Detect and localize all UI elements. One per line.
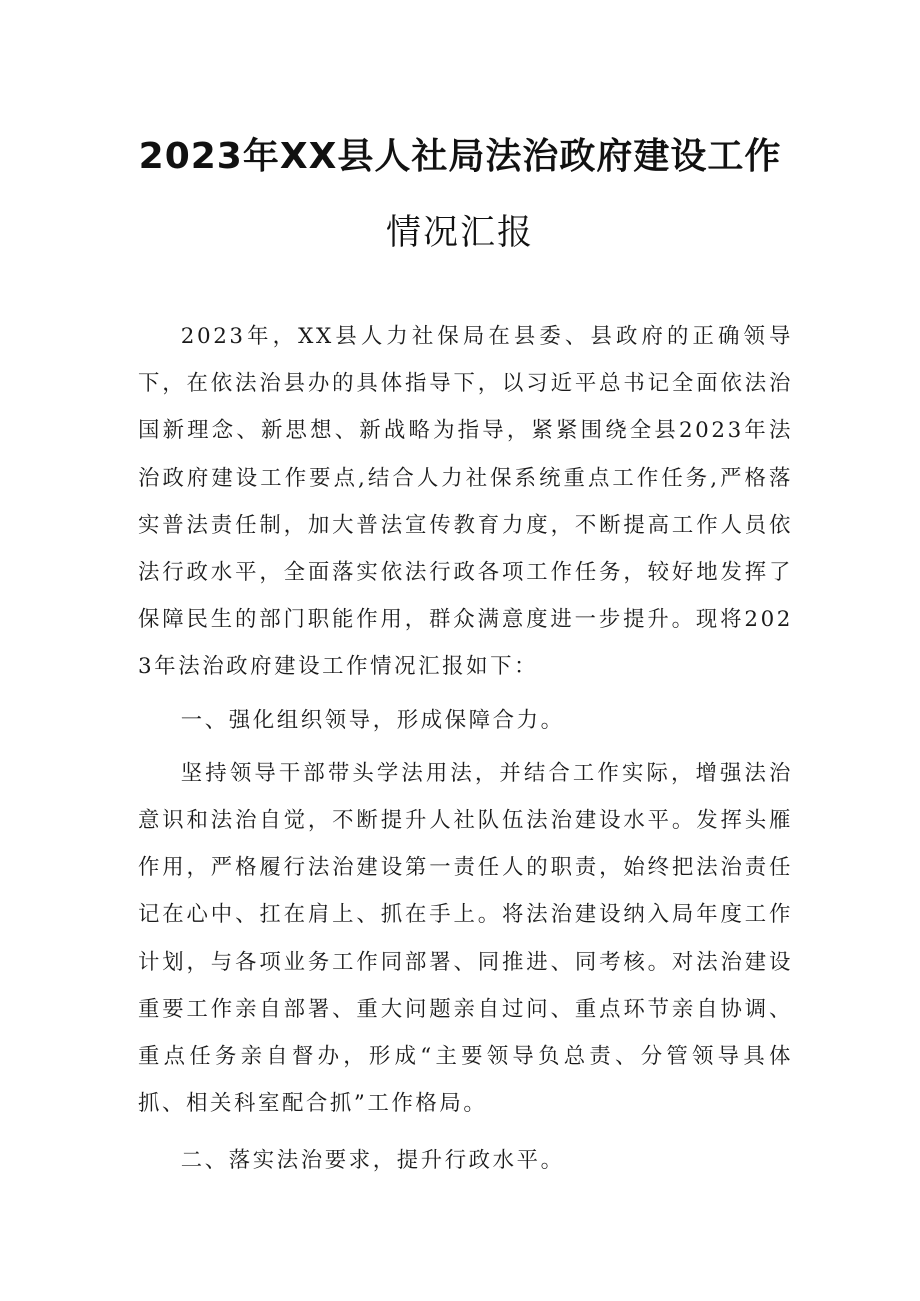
document-body [138,313,793,1185]
section-2-heading: 二、落实法治要求，提升行政水平。 [180,1148,565,1174]
section-1-heading: 一、强化组织领导，形成保障合力。 [180,707,565,733]
intro-paragraph: 2023年，XX县人力社保局在县委、县政府的正确领导下，在依法治县办的具体指导下，以习近平总书记全面依法治国新理念、新思想、新战略为指导，紧紧围绕全县2023年法治政府建设工作要点,结合人力社保系统重点工作任务,严格落实普法责任制，加大普法宣传教育力度，不断提高工作人员依法行政水平，全面落实依法行政各项工作任务，较好地发挥了保障民生的部门职能作用，群众满意度进一步提升。现将2023年法治政府建设工作情况汇报如下： [138,324,793,680]
document-title-line2: 情况汇报 [385,213,534,253]
section-1-paragraph: 坚持领导干部带头学法用法，并结合工作实际，增强法治意识和法治自觉，不断提升人社队伍法治建设水平。发挥头雁作用，严格履行法治建设第一责任人的职责，始终把法治责任记在心中、扛在肩上、抓在手上。将法治建设纳入局年度工作计划，与各项业务工作同部署、同推进、同考核。对法治建设重要工作亲自部署、重大问题亲自过问、重点环节亲自协调、重点任务亲自督办，形成“主要领导负总责、分管领导具体抓、相关科室配合抓”工作格局。 [138,760,793,1117]
document-title-line1: 2023年XX县人社局法治政府建设工作 [138,136,782,177]
